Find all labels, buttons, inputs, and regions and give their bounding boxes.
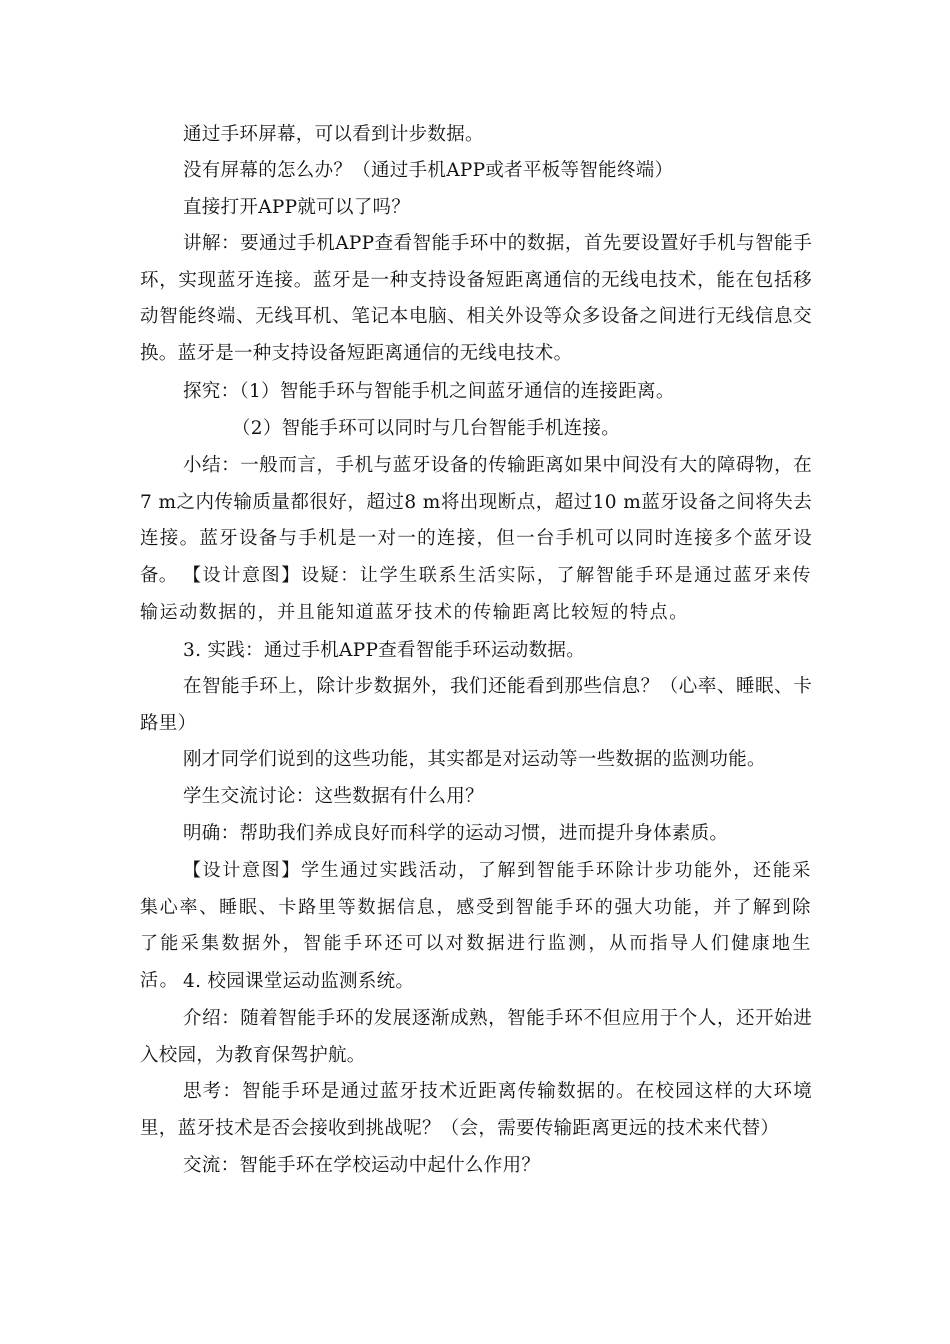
- paragraph-open-app: 直接打开APP就可以了吗？: [183, 197, 411, 218]
- paragraph-design-intent-2: 【设计意图】学生通过实践活动，了解到智能手环除计步功能外，还能采集心率、睡眠、卡路里等数据信息，感受到智能手环的强大功能，并了解到除了能采集数据外，智能手环还可以对数据进行监测，从而指导人们健康地生活。: [140, 860, 812, 991]
- paragraph-summary: 小结：一般而言，手机与蓝牙设备的传输距离如果中间没有大的障碍物，在7 m之内传输质量都很好，超过8 m将出现断点，超过10 m蓝牙设备之间将失去连接。蓝牙设备与手机是一对一的连接，但一台手机可以同时连接多个蓝牙设备。: [140, 455, 812, 586]
- paragraph-no-screen: 没有屏幕的怎么办？（通过手机APP或者平板等智能终端）: [183, 160, 674, 181]
- paragraph-exchange: 交流：智能手环在学校运动中起什么作用？: [183, 1155, 541, 1176]
- paragraph-monitor-functions: 刚才同学们说到的这些功能，其实都是对运动等一些数据的监测功能。: [183, 749, 766, 770]
- paragraph-section-4: 4. 校园课堂运动监测系统。: [183, 971, 415, 992]
- paragraph-think: 思考：智能手环是通过蓝牙技术近距离传输数据的。在校园这样的大环境里，蓝牙技术是否会接收到挑战呢？（会，需要传输距离更远的技术来代替）: [140, 1081, 812, 1139]
- paragraph-other-info: 在智能手环上，除计步数据外，我们还能看到那些信息？（心率、睡眠、卡路里）: [140, 676, 812, 734]
- paragraph-section-3: 3. 实践：通过手机APP查看智能手环运动数据。: [183, 640, 585, 661]
- paragraph-clarify: 明确：帮助我们养成良好而科学的运动习惯，进而提升身体素质。: [183, 823, 729, 844]
- paragraph-explore-2: （2）智能手环可以同时与几台智能手机连接。: [232, 418, 621, 439]
- paragraph-step-data: 通过手环屏幕，可以看到计步数据。: [183, 124, 484, 145]
- paragraph-design-intent-1: 【设计意图】设疑：让学生联系生活实际，了解智能手环是通过蓝牙来传输运动数据的，并且能知道蓝牙技术的传输距离比较短的特点。: [140, 565, 812, 623]
- paragraph-introduction: 介绍：随着智能手环的发展逐渐成熟，智能手环不但应用于个人，还开始进入校园，为教育保驾护航。: [140, 1008, 812, 1066]
- paragraph-discussion: 学生交流讨论：这些数据有什么用？: [183, 786, 484, 807]
- paragraph-explanation: 讲解：要通过手机APP查看智能手环中的数据，首先要设置好手机与智能手环，实现蓝牙连接。蓝牙是一种支持设备短距离通信的无线电技术，能在包括移动智能终端、无线耳机、笔记本电脑、相关外设等众多设备之间进行无线信息交换。蓝牙是一种支持设备短距离通信的无线电技术。: [140, 233, 812, 364]
- paragraph-explore: 探究：（1）智能手环与智能手机之间蓝牙通信的连接距离。: [183, 381, 675, 402]
